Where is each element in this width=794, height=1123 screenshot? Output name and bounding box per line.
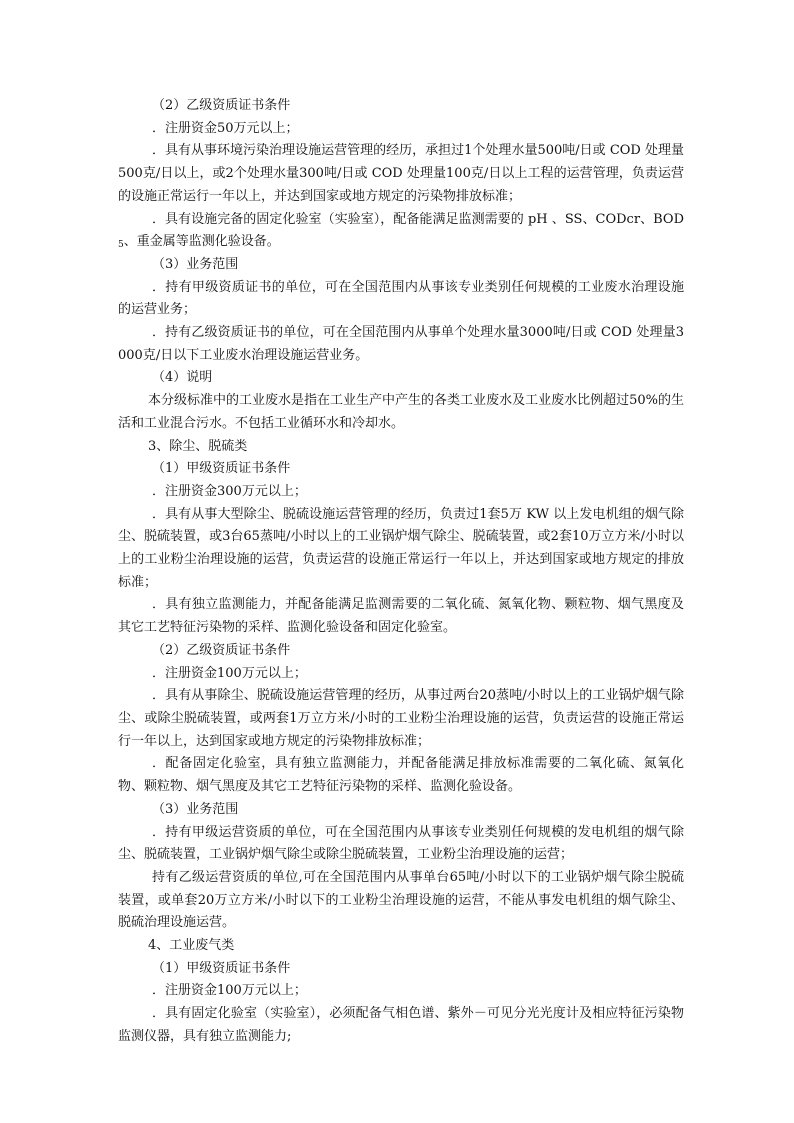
subheading-class-a-conditions: （1）甲级资质证书条件	[152, 960, 291, 976]
item-registered-capital: ．注册资金100万元以上；	[152, 665, 307, 681]
subheading-class-b-conditions: （2）乙级资质证书条件	[152, 98, 291, 113]
lab-equipment-text: ．具有设施完备的固定化验室（实验室），配备能满足监测需要的 pH 、SS、CODcr、BOD	[152, 211, 684, 227]
item-operation-experience: ．具有从事大型除尘、脱硫设施运营管理的经历，负责过1套5万 KW 以上发电机组的烟气除尘、脱硫装置，或3台65蒸吨/小时以上的工业锅炉烟气除尘、脱硫装置，或2套10万立方米/小时以上的工业粉尘治理设施的运营，负责运营的设施正常运行一年以上，并达到国家或地方规定的排放标准；	[118, 506, 684, 590]
section-heading-dust-desulfurization: 3、除尘、脱硫类	[148, 438, 248, 454]
item-registered-capital: ．注册资金50万元以上；	[152, 120, 299, 136]
section-heading-industrial-waste-gas: 4、工业废气类	[148, 938, 235, 954]
subheading-business-scope: （3）业务范围	[152, 801, 239, 817]
document-page	[118, 95, 684, 1049]
item-class-b-scope: 持有乙级运营资质的单位,可在全国范围内从事单台65吨/小时以下的工业锅炉烟气除尘脱硫装置，或单套20万立方米/小时以下的工业粉尘治理设施的运营，不能从事发电机组的烟气除尘、脱硫治理设施运营。	[118, 869, 684, 931]
item-class-b-scope: ．持有乙级资质证书的单位，可在全国范围内从事单个处理水量3000吨/日或 COD 处理量3000克/日以下工业废水治理设施运营业务。	[118, 325, 684, 363]
subheading-notes: （4）说明	[152, 370, 213, 386]
subheading-class-b-conditions: （2）乙级资质证书条件	[152, 642, 291, 658]
item-lab-equipment: ．配备固定化验室，具有独立监测能力，并配备能满足排放标准需要的二氧化硫、氮氧化物、颗粒物、烟气黑度及其它工艺特征污染物的采样、监测化验设备。	[118, 756, 684, 795]
item-class-a-scope: ．持有甲级资质证书的单位，可在全国范围内从事该专业类别任何规模的工业废水治理设施的运营业务；	[118, 279, 684, 318]
item-registered-capital: ．注册资金100万元以上；	[152, 983, 307, 999]
bod-subscript: 5	[118, 240, 124, 251]
item-lab-equipment	[118, 209, 684, 254]
item-monitoring-capability: ．具有独立监测能力，并配备能满足监测需要的二氧化硫、氮氧化物、颗粒物、烟气黑度及其它工艺特征污染物的采样、监测化验设备和固定化验室。	[118, 597, 684, 636]
lab-equipment-text-end: 、重金属等监测化验设备。	[123, 234, 280, 250]
item-registered-capital: ．注册资金300万元以上；	[152, 483, 307, 499]
item-lab-equipment: ．具有固定化验室（实验室），必须配备气相色谱、紫外－可见分光光度计及相应特征污染物监测仪器，具有独立监测能力;	[118, 1006, 684, 1044]
paragraph-notes-body: 本分级标准中的工业废水是指在工业生产中产生的各类工业废水及工业废水比例超过50%的生活和工业混合污水。不包括工业循环水和冷却水。	[118, 393, 684, 431]
subheading-class-a-conditions: （1）甲级资质证书条件	[152, 461, 291, 477]
item-operation-experience: ．具有从事除尘、脱硫设施运营管理的经历，从事过两台20蒸吨/小时以上的工业锅炉烟气除尘、或除尘脱硫装置，或两套1万立方米/小时的工业粉尘治理设施的运营，负责运营的设施正常运行一年以上，达到国家或地方规定的污染物排放标准；	[118, 688, 684, 749]
item-operation-experience: ．具有从事环境污染治理设施运营管理的经历，承担过1个处理水量500吨/日或 COD 处理量500克/日以上，或2个处理水量300吨/日或 COD 处理量100克/日以上工程的运营管理，负责运营的设施正常运行一年以上，并达到国家或地方规定的污染物排放标准；	[118, 143, 684, 204]
subheading-business-scope: （3）业务范围	[152, 256, 239, 272]
item-class-a-scope: ．持有甲级运营资质的单位，可在全国范围内从事该专业类别任何规模的发电机组的烟气除尘、脱硫装置，工业锅炉烟气除尘或除尘脱硫装置，工业粉尘治理设施的运营；	[118, 824, 684, 863]
